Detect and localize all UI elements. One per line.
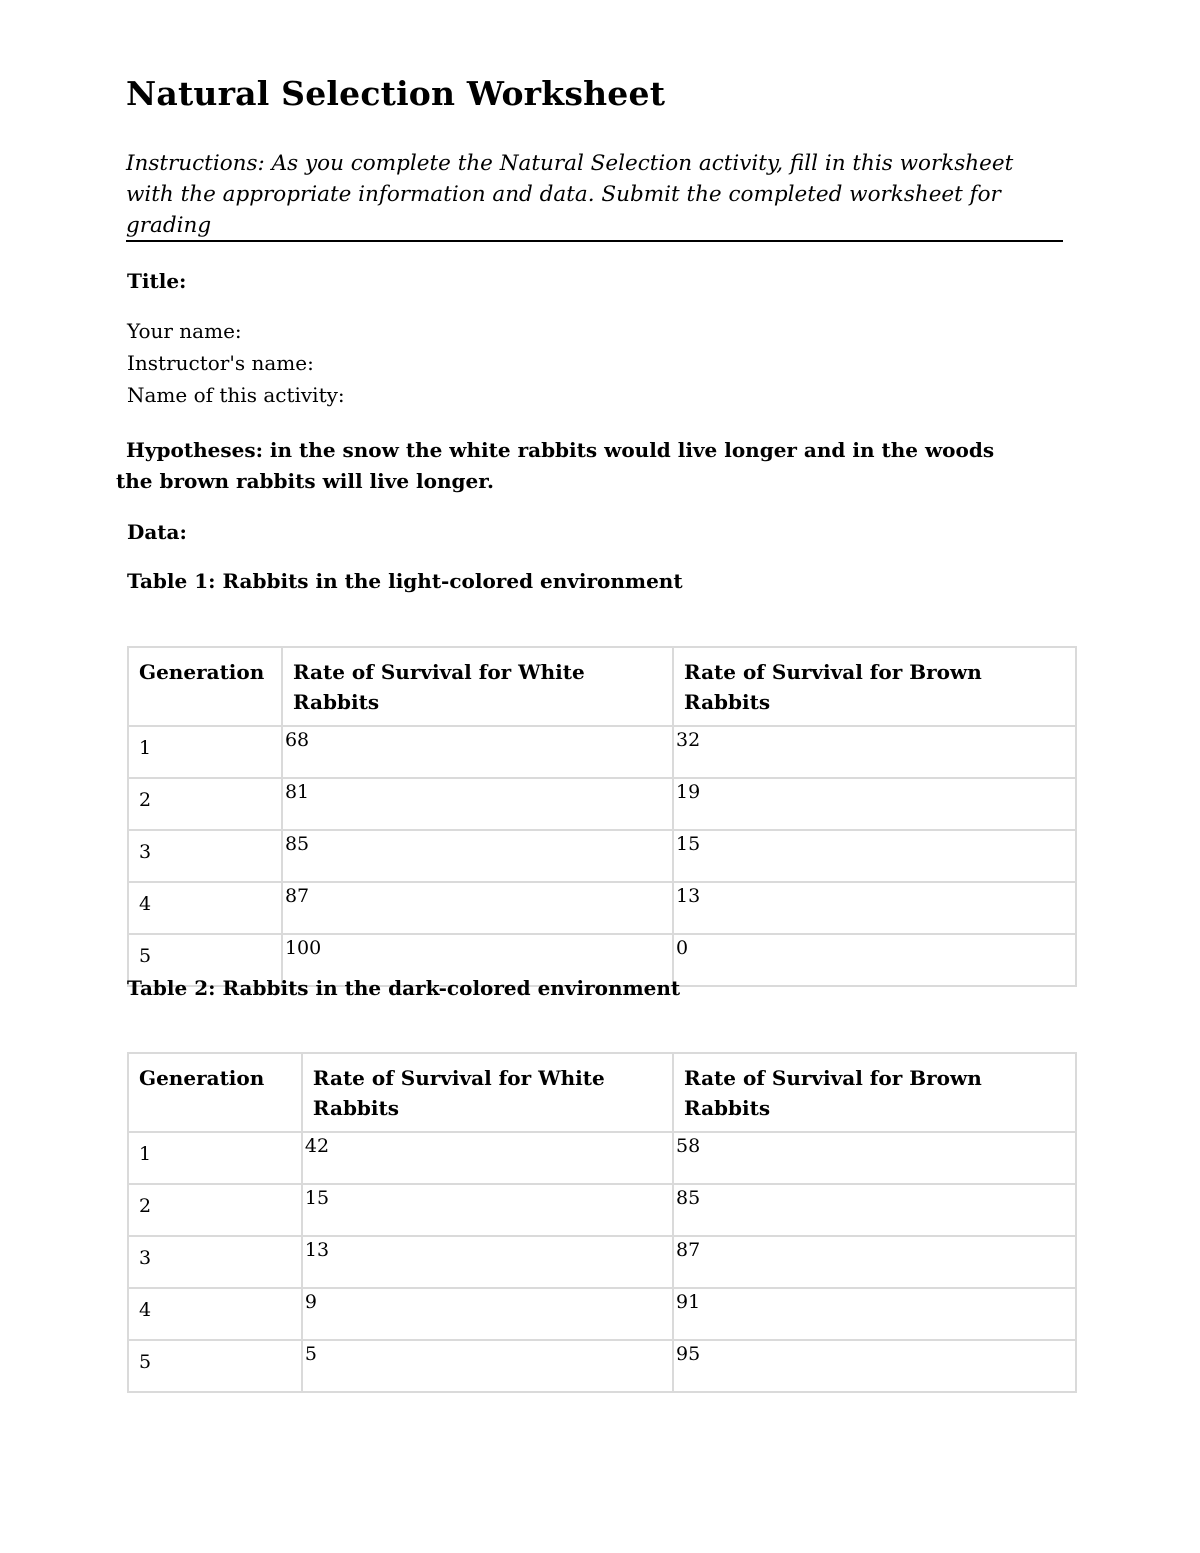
generation-cell: 1 xyxy=(128,726,282,778)
generation-cell: 3 xyxy=(128,1236,302,1288)
brown-rate-cell: 15 xyxy=(673,830,1076,882)
instructions-text: Instructions: As you complete the Natural Selection activity, fill in this worksheet with the appropriate information and data. Submit the completed worksheet for grading xyxy=(126,151,1014,238)
table1 xyxy=(127,646,1077,987)
hypotheses-text: Hypotheses: in the snow the white rabbits would live longer and in the woods the brown rabbits will live longer. xyxy=(116,438,995,493)
table-row xyxy=(128,726,1076,778)
your-name-field: Your name: xyxy=(127,319,242,343)
generation-cell: 4 xyxy=(128,882,282,934)
generation-cell: 1 xyxy=(128,1132,302,1184)
brown-rate-cell: 32 xyxy=(673,726,1076,778)
white-rate-cell: 81 xyxy=(282,778,673,830)
column-header-brown: Rate of Survival for Brown Rabbits xyxy=(673,1053,1076,1132)
white-rate-cell: 5 xyxy=(302,1340,673,1392)
generation-cell: 3 xyxy=(128,830,282,882)
brown-rate-cell: 13 xyxy=(673,882,1076,934)
table-row xyxy=(128,1340,1076,1392)
table-row xyxy=(128,1288,1076,1340)
data-label: Data: xyxy=(127,520,187,544)
white-rate-cell: 15 xyxy=(302,1184,673,1236)
table-row xyxy=(128,778,1076,830)
generation-cell: 2 xyxy=(128,1184,302,1236)
table-row xyxy=(128,830,1076,882)
table-row xyxy=(128,1132,1076,1184)
table2-caption: Table 2: Rabbits in the dark-colored environment xyxy=(127,976,681,1000)
column-header-brown: Rate of Survival for Brown Rabbits xyxy=(673,647,1076,726)
table-row xyxy=(128,882,1076,934)
generation-cell: 2 xyxy=(128,778,282,830)
page-title: Natural Selection Worksheet xyxy=(126,74,666,113)
brown-rate-cell: 0 xyxy=(673,934,1076,986)
column-header-generation: Generation xyxy=(128,1053,302,1132)
column-header-white: Rate of Survival for White Rabbits xyxy=(282,647,673,726)
table-header-row xyxy=(128,647,1076,726)
generation-cell: 5 xyxy=(128,934,282,986)
brown-rate-cell: 19 xyxy=(673,778,1076,830)
column-header-generation: Generation xyxy=(128,647,282,726)
white-rate-cell: 42 xyxy=(302,1132,673,1184)
column-header-white: Rate of Survival for White Rabbits xyxy=(302,1053,673,1132)
brown-rate-cell: 85 xyxy=(673,1184,1076,1236)
table-row xyxy=(128,1236,1076,1288)
brown-rate-cell: 95 xyxy=(673,1340,1076,1392)
white-rate-cell: 85 xyxy=(282,830,673,882)
generation-cell: 5 xyxy=(128,1340,302,1392)
white-rate-cell: 87 xyxy=(282,882,673,934)
white-rate-cell: 68 xyxy=(282,726,673,778)
divider xyxy=(126,240,1063,242)
white-rate-cell: 9 xyxy=(302,1288,673,1340)
brown-rate-cell: 91 xyxy=(673,1288,1076,1340)
white-rate-cell: 13 xyxy=(302,1236,673,1288)
generation-cell: 4 xyxy=(128,1288,302,1340)
instructor-name-field: Instructor's name: xyxy=(127,351,314,375)
white-rate-cell: 100 xyxy=(282,934,673,986)
title-field-label: Title: xyxy=(127,269,187,293)
table1-caption: Table 1: Rabbits in the light-colored environment xyxy=(127,569,683,593)
brown-rate-cell: 58 xyxy=(673,1132,1076,1184)
table-row xyxy=(128,1184,1076,1236)
table2 xyxy=(127,1052,1077,1393)
table-header-row xyxy=(128,1053,1076,1132)
brown-rate-cell: 87 xyxy=(673,1236,1076,1288)
activity-name-field: Name of this activity: xyxy=(127,383,345,407)
